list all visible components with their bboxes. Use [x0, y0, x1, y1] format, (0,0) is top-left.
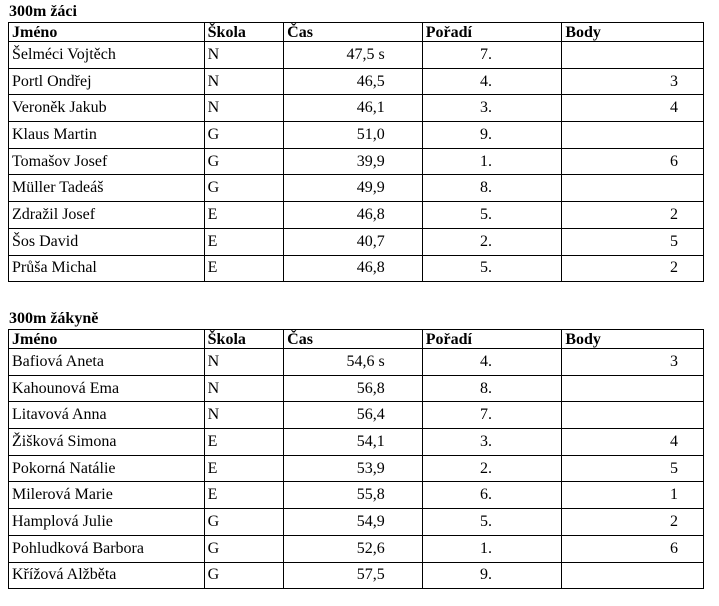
cell-points: 4 [562, 429, 704, 456]
cell-rank: 5. [422, 509, 562, 536]
cell-rank: 5. [422, 202, 562, 229]
table-header-row [9, 330, 704, 349]
cell-rank: 1. [422, 148, 562, 175]
cell-name: Bafiová Aneta [9, 349, 205, 376]
cell-time: 51,0 [284, 122, 423, 149]
cell-time: 56,4 [284, 402, 423, 429]
cell-name: Klaus Martin [9, 122, 205, 149]
section-girls [8, 309, 704, 589]
cell-time: 55,8 [284, 482, 423, 509]
cell-name: Litavová Anna [9, 402, 205, 429]
cell-school: G [204, 509, 283, 536]
cell-school: E [204, 482, 283, 509]
cell-points: 5 [562, 228, 704, 255]
table-row [9, 228, 704, 255]
cell-name: Průša Michal [9, 255, 205, 282]
cell-time: 46,8 [284, 202, 423, 229]
cell-time: 54,6 s [284, 349, 423, 376]
table-row [9, 349, 704, 376]
cell-time: 46,5 [284, 68, 423, 95]
table-row [9, 202, 704, 229]
cell-school: E [204, 455, 283, 482]
table-row [9, 455, 704, 482]
cell-name: Müller Tadeáš [9, 175, 205, 202]
cell-school: N [204, 349, 283, 376]
cell-points: 6 [562, 148, 704, 175]
table-row [9, 402, 704, 429]
cell-school: G [204, 148, 283, 175]
cell-points: 1 [562, 482, 704, 509]
cell-school: N [204, 95, 283, 122]
table-row [9, 375, 704, 402]
cell-points [562, 122, 704, 149]
cell-points [562, 562, 704, 589]
table-row [9, 509, 704, 536]
cell-name: Veroněk Jakub [9, 95, 205, 122]
cell-school: N [204, 375, 283, 402]
cell-school: G [204, 535, 283, 562]
section-title: 300m žákyně [9, 310, 99, 327]
cell-points: 2 [562, 255, 704, 282]
header-points: Body [562, 23, 704, 42]
cell-name: Zdražil Josef [9, 202, 205, 229]
cell-school: N [204, 402, 283, 429]
cell-time: 46,8 [284, 255, 423, 282]
table-row [9, 95, 704, 122]
header-rank: Pořadí [422, 330, 562, 349]
cell-name: Pohludková Barbora [9, 535, 205, 562]
section-boys [8, 2, 704, 282]
cell-points: 3 [562, 349, 704, 376]
cell-name: Portl Ondřej [9, 68, 205, 95]
cell-points [562, 175, 704, 202]
header-name: Jméno [9, 330, 205, 349]
header-points: Body [562, 330, 704, 349]
cell-school: E [204, 228, 283, 255]
cell-rank: 6. [422, 482, 562, 509]
cell-time: 39,9 [284, 148, 423, 175]
table-row [9, 148, 704, 175]
cell-school: E [204, 202, 283, 229]
table-header-row [9, 23, 704, 42]
cell-school: E [204, 255, 283, 282]
cell-points: 2 [562, 202, 704, 229]
cell-rank: 4. [422, 349, 562, 376]
cell-rank: 3. [422, 95, 562, 122]
header-time: Čas [284, 23, 423, 42]
cell-time: 57,5 [284, 562, 423, 589]
table-row [9, 429, 704, 456]
cell-rank: 8. [422, 375, 562, 402]
cell-name: Šelméci Vojtěch [9, 42, 205, 69]
header-school: Škola [204, 23, 283, 42]
cell-points [562, 42, 704, 69]
cell-points: 2 [562, 509, 704, 536]
cell-time: 54,1 [284, 429, 423, 456]
cell-name: Žišková Simona [9, 429, 205, 456]
cell-school: G [204, 175, 283, 202]
cell-name: Hamplová Julie [9, 509, 205, 536]
cell-rank: 8. [422, 175, 562, 202]
cell-points: 4 [562, 95, 704, 122]
cell-school: N [204, 68, 283, 95]
cell-time: 54,9 [284, 509, 423, 536]
cell-name: Křížová Alžběta [9, 562, 205, 589]
cell-rank: 1. [422, 535, 562, 562]
header-name: Jméno [9, 23, 205, 42]
cell-time: 47,5 s [284, 42, 423, 69]
cell-rank: 9. [422, 562, 562, 589]
cell-rank: 2. [422, 228, 562, 255]
cell-points [562, 402, 704, 429]
cell-time: 49,9 [284, 175, 423, 202]
cell-name: Tomašov Josef [9, 148, 205, 175]
cell-time: 56,8 [284, 375, 423, 402]
results-table-boys [8, 22, 704, 282]
cell-time: 53,9 [284, 455, 423, 482]
cell-school: G [204, 562, 283, 589]
cell-rank: 9. [422, 122, 562, 149]
cell-rank: 2. [422, 455, 562, 482]
cell-rank: 7. [422, 42, 562, 69]
table-row [9, 255, 704, 282]
cell-name: Pokorná Natálie [9, 455, 205, 482]
cell-time: 46,1 [284, 95, 423, 122]
header-school: Škola [204, 330, 283, 349]
header-time: Čas [284, 330, 423, 349]
header-rank: Pořadí [422, 23, 562, 42]
cell-name: Kahounová Ema [9, 375, 205, 402]
cell-school: E [204, 429, 283, 456]
cell-rank: 7. [422, 402, 562, 429]
table-row [9, 482, 704, 509]
cell-points: 6 [562, 535, 704, 562]
table-row [9, 535, 704, 562]
section-title: 300m žáci [9, 3, 77, 20]
cell-school: G [204, 122, 283, 149]
table-row [9, 68, 704, 95]
results-table-girls [8, 329, 704, 589]
cell-points: 5 [562, 455, 704, 482]
cell-time: 52,6 [284, 535, 423, 562]
cell-name: Milerová Marie [9, 482, 205, 509]
cell-school: N [204, 42, 283, 69]
cell-rank: 5. [422, 255, 562, 282]
table-row [9, 175, 704, 202]
cell-time: 40,7 [284, 228, 423, 255]
table-row [9, 562, 704, 589]
cell-name: Šos David [9, 228, 205, 255]
table-row [9, 42, 704, 69]
table-row [9, 122, 704, 149]
cell-rank: 4. [422, 68, 562, 95]
cell-points: 3 [562, 68, 704, 95]
cell-rank: 3. [422, 429, 562, 456]
cell-points [562, 375, 704, 402]
